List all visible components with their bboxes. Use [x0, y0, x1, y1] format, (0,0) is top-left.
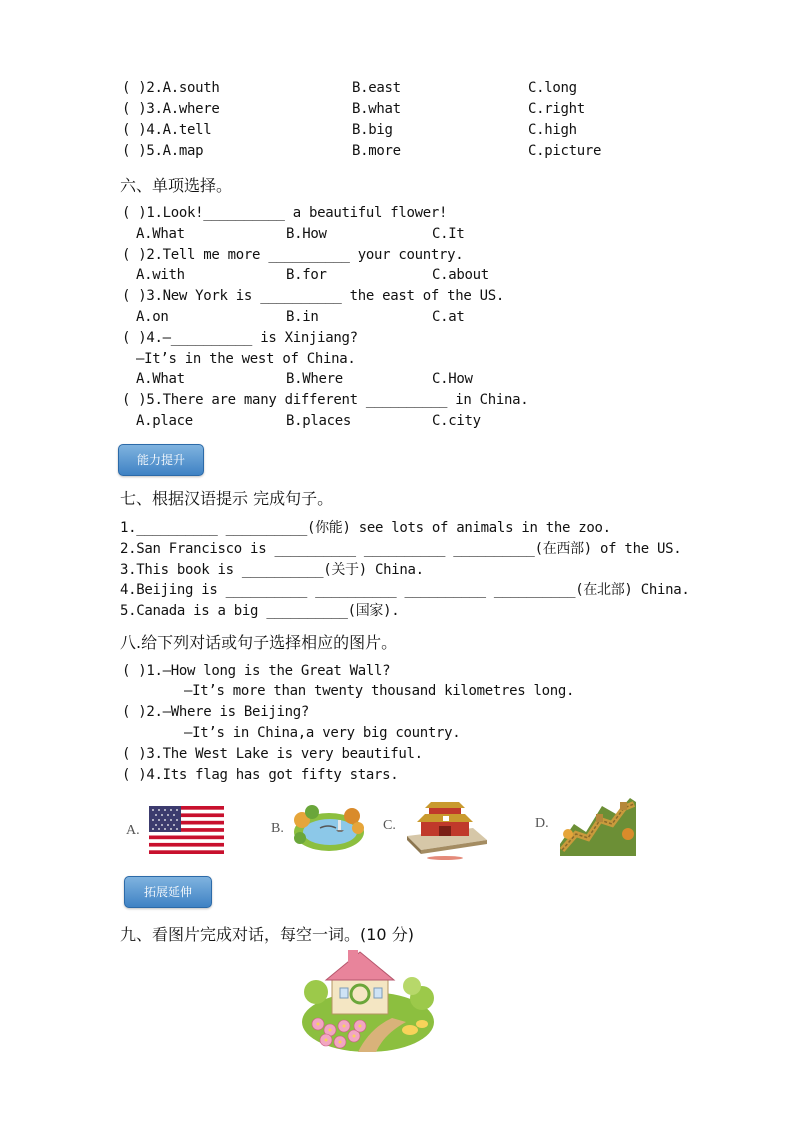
sec6-q1: ( )1.Look!__________ a beautiful flower! — [122, 205, 448, 221]
sec6-q3-c: C.at — [432, 309, 465, 325]
extension-badge: 拓展延伸 — [124, 876, 212, 908]
sec6-q4-b: B.Where — [286, 371, 343, 387]
pic-label-d: D. — [535, 816, 549, 831]
sec7-line1: 1.__________ __________(你能) see lots of animals in the zoo. — [120, 520, 611, 536]
sec6-q5-c: C.city — [432, 413, 481, 429]
pic-label-c: C. — [383, 818, 396, 833]
sec6-q4-c: C.How — [432, 371, 473, 387]
section9-title: 九、看图片完成对话，每空一词。(10 分) — [120, 925, 414, 944]
ability-badge: 能力提升 — [118, 444, 204, 476]
west-lake-picture — [292, 800, 366, 854]
sec5-row-5-q: ( )5.A.map — [122, 143, 204, 159]
sec6-q5-a: A.place — [136, 413, 193, 429]
sec8-line3: ( )3.The West Lake is very beautiful. — [122, 746, 423, 762]
sec6-q1-c: C.It — [432, 226, 465, 242]
sec5-row-2-b: B.east — [352, 80, 401, 96]
tiananmen-picture — [403, 798, 489, 860]
sec6-q2-a: A.with — [136, 267, 185, 283]
great-wall-picture — [560, 794, 636, 856]
house-garden-picture — [300, 948, 438, 1054]
sec5-row-2-c: C.long — [528, 80, 577, 96]
sec6-q3-a: A.on — [136, 309, 169, 325]
sec6-q1-b: B.How — [286, 226, 327, 242]
section6-title: 六、单项选择。 — [120, 176, 233, 195]
pic-label-b: B. — [271, 821, 284, 836]
sec5-row-5-b: B.more — [352, 143, 401, 159]
sec6-q4-reply: —It’s in the west of China. — [136, 351, 356, 367]
sec5-row-5-c: C.picture — [528, 143, 602, 159]
sec5-row-3-b: B.what — [352, 101, 401, 117]
sec7-line4: 4.Beijing is __________ __________ __________ __________(在北部) China. — [120, 582, 690, 598]
sec8-line4: ( )4.Its flag has got fifty stars. — [122, 767, 399, 783]
sec5-row-4-c: C.high — [528, 122, 577, 138]
sec5-row-2-q: ( )2.A.south — [122, 80, 220, 96]
sec6-q3-b: B.in — [286, 309, 319, 325]
sec5-row-3-q: ( )3.A.where — [122, 101, 220, 117]
pic-label-a: A. — [126, 823, 140, 838]
sec6-q4-a: A.What — [136, 371, 185, 387]
sec5-row-4-b: B.big — [352, 122, 393, 138]
section7-title: 七、根据汉语提示 完成句子。 — [120, 489, 334, 508]
section8-title: 八.给下列对话或句子选择相应的图片。 — [120, 633, 398, 652]
sec8-line2: ( )2.—Where is Beijing? — [122, 704, 309, 720]
sec7-line2: 2.San Francisco is __________ __________ __________(在西部) of the US. — [120, 541, 682, 557]
sec6-q5-b: B.places — [286, 413, 352, 429]
sec7-line5: 5.Canada is a big __________(国家). — [120, 603, 400, 619]
sec6-q1-a: A.What — [136, 226, 185, 242]
sec6-q2-c: C.about — [432, 267, 489, 283]
sec8-line1: ( )1.—How long is the Great Wall? — [122, 663, 391, 679]
sec5-row-4-q: ( )4.A.tell — [122, 122, 212, 138]
sec6-q5: ( )5.There are many different __________ in China. — [122, 392, 529, 408]
sec6-q3: ( )3.New York is __________ the east of the US. — [122, 288, 505, 304]
us-flag-picture — [149, 806, 224, 854]
sec5-row-3-c: C.right — [528, 101, 585, 117]
sec6-q2: ( )2.Tell me more __________ your country. — [122, 247, 464, 263]
sec6-q4: ( )4.—__________ is Xinjiang? — [122, 330, 358, 346]
sec7-line3: 3.This book is __________(关于) China. — [120, 562, 424, 578]
sec8-line1-reply: —It’s more than twenty thousand kilometres long. — [184, 683, 575, 699]
sec6-q2-b: B.for — [286, 267, 327, 283]
sec8-line2-reply: —It’s in China,a very big country. — [184, 725, 461, 741]
